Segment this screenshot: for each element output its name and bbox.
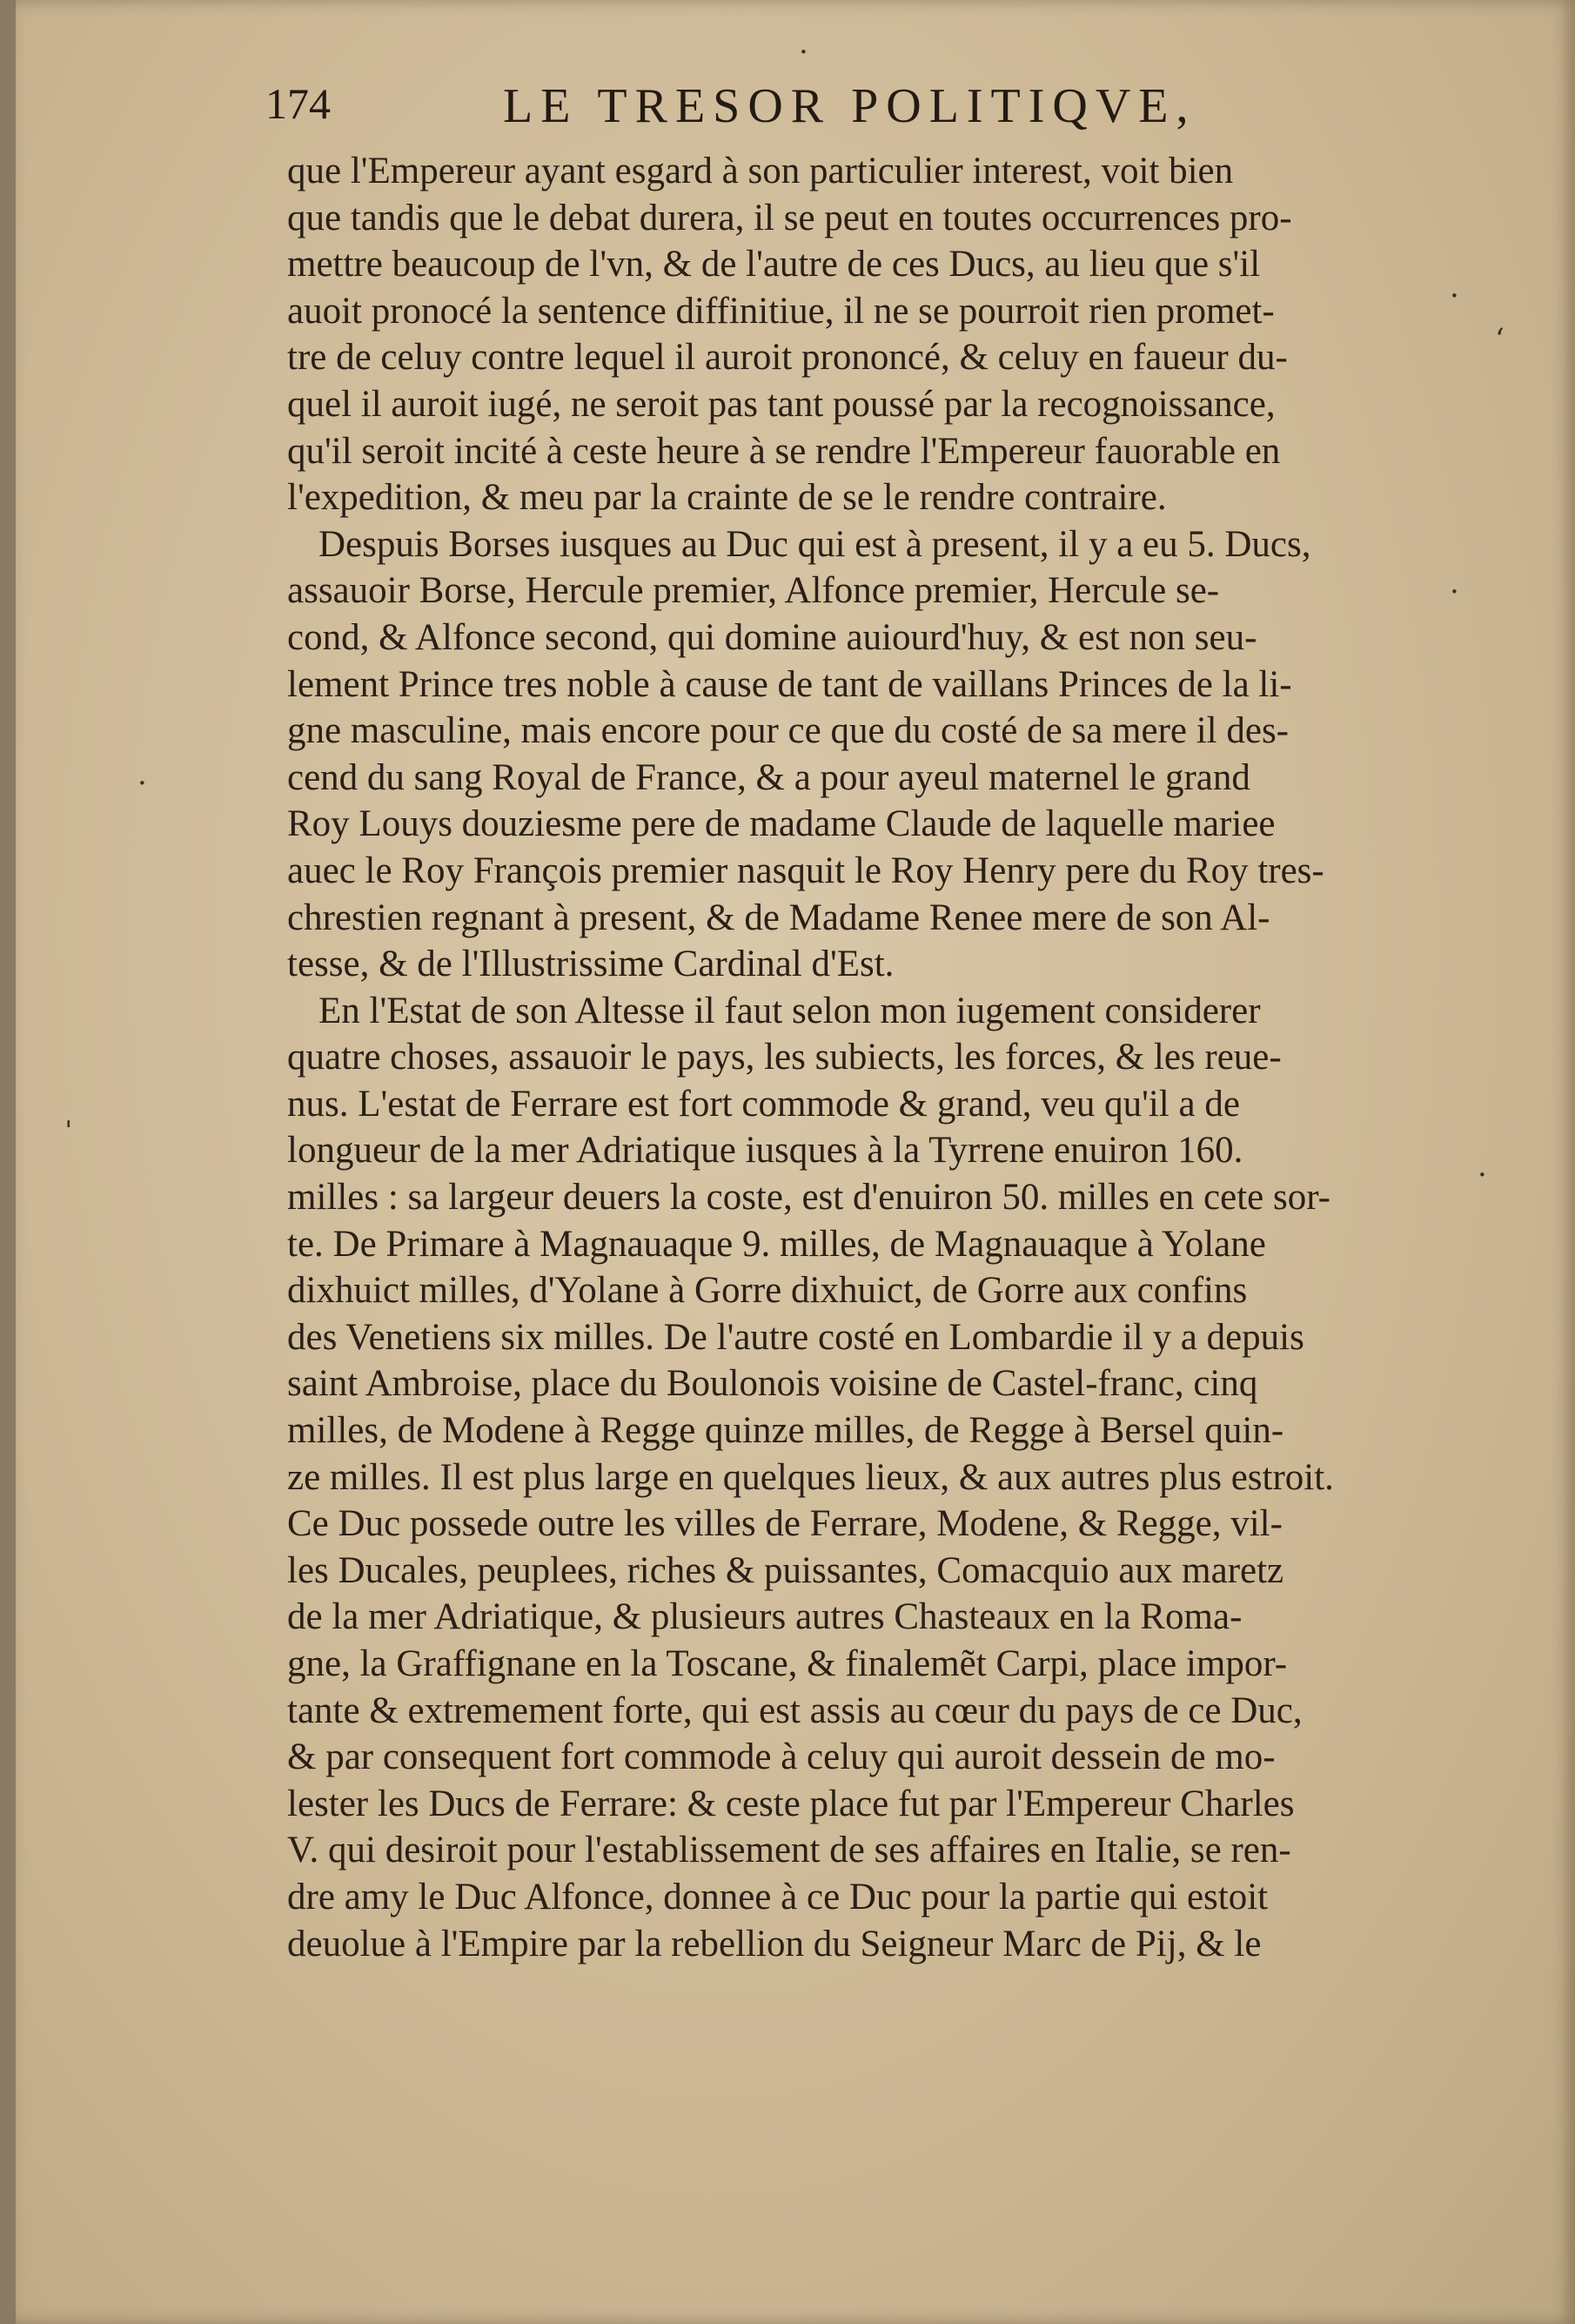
text-line: chrestien regnant à present, & de Madame Renee mere de son Al- xyxy=(287,897,1270,938)
text-line: gne masculine, mais encore pour ce que du costé de sa mere il des- xyxy=(287,710,1290,752)
speck-mark: · xyxy=(137,766,147,801)
text-line: l'expedition, & meu par la crainte de se le rendre contraire. xyxy=(287,477,1167,519)
text-line: lement Prince tres noble à cause de tant de vaillans Princes de la li- xyxy=(287,663,1292,705)
text-line: cend du sang Royal de France, & a pour ayeul maternel le grand xyxy=(287,756,1250,798)
speck-mark: · xyxy=(1450,279,1459,313)
text-line: tre de celuy contre lequel il auroit prononcé, & celuy en faueur du- xyxy=(287,337,1288,379)
text-line: qu'il seroit incité à ceste heure à se rendre l'Empereur fauorable en xyxy=(287,430,1281,472)
text-line: milles, de Modene à Regge quinze milles, de Regge à Bersel quin- xyxy=(287,1410,1284,1452)
text-line: cond, & Alfonce second, qui domine auiourd'huy, & est non seu- xyxy=(287,616,1257,658)
text-line: mettre beaucoup de l'vn, & de l'autre de ces Ducs, au lieu que s'il xyxy=(287,244,1261,285)
text-line: tante & extremement forte, qui est assis au cœur du pays de ce Duc, xyxy=(287,1689,1303,1731)
text-line: tesse, & de l'Illustrissime Cardinal d'Est. xyxy=(287,944,895,985)
text-line: Roy Louys douziesme pere de madame Claude de laquelle mariee xyxy=(287,803,1276,845)
text-line: dixhuict milles, d'Yolane à Gorre dixhuict, de Gorre aux confins xyxy=(287,1270,1248,1312)
text-line: gne, la Graffignane en la Toscane, & finalemẽt Carpi, place impor- xyxy=(287,1643,1288,1684)
text-line: En l'Estat de son Altesse il faut selon mon iugement considerer xyxy=(318,990,1261,1031)
text-line: assauoir Borse, Hercule premier, Alfonce premier, Hercule se- xyxy=(287,570,1220,612)
text-line: Ce Duc possede outre les villes de Ferrare, Modene, & Regge, vil- xyxy=(287,1503,1283,1545)
speck-mark: ‘ xyxy=(1495,322,1505,357)
text-line: saint Ambroise, place du Boulonois voisine de Castel-franc, cinq xyxy=(287,1363,1258,1405)
text-line: lester les Ducs de Ferrare: & ceste place fut par l'Empereur Charles xyxy=(287,1783,1295,1824)
text-line: deuolue à l'Empire par la rebellion du Seigneur Marc de Pij, & le xyxy=(287,1923,1262,1965)
text-line: quatre choses, assauoir le pays, les subiects, les forces, & les reue- xyxy=(287,1037,1282,1078)
text-line: les Ducales, peuplees, riches & puissantes, Comacquio aux maretz xyxy=(287,1549,1284,1591)
text-line: milles : sa largeur deuers la coste, est d'enuiron 50. milles en cete sor- xyxy=(287,1177,1330,1219)
text-line: que l'Empereur ayant esgard à son particulier interest, voit bien xyxy=(287,151,1234,191)
page-number: 174 xyxy=(265,79,331,128)
text-line: dre amy le Duc Alfonce, donnee à ce Duc pour la partie qui estoit xyxy=(287,1876,1269,1918)
running-head: LE TRESOR POLITIQVE, xyxy=(503,79,1196,133)
text-line: nus. L'estat de Ferrare est fort commode & grand, veu qu'il a de xyxy=(287,1083,1240,1125)
text-line: te. De Primare à Magnauaque 9. milles, de Magnauaque à Yolane xyxy=(287,1223,1266,1265)
text-line: ze milles. Il est plus large en quelques lieux, & aux autres plus estroit. xyxy=(287,1456,1334,1498)
speck-mark: ˌ xyxy=(64,1097,73,1132)
book-page xyxy=(16,0,1575,2324)
text-line: auoit pronocé la sentence diffinitiue, il ne se pourroit rien promet- xyxy=(287,290,1275,332)
speck-mark: · xyxy=(1478,1158,1487,1192)
page-header xyxy=(16,70,1575,148)
text-line: longueur de la mer Adriatique iusques à la Tyrrene enuiron 160. xyxy=(287,1130,1243,1172)
body-text xyxy=(287,148,1451,1967)
text-line: que tandis que le debat durera, il se peut en toutes occurrences pro- xyxy=(287,197,1292,238)
text-line: Despuis Borses iusques au Duc qui est à present, il y a eu 5. Ducs, xyxy=(318,523,1311,565)
speck-mark: · xyxy=(1450,574,1459,609)
text-line: quel il auroit iugé, ne seroit pas tant poussé par la recognoissance, xyxy=(287,383,1276,425)
speck-mark: · xyxy=(799,35,808,70)
text-line: des Venetiens six milles. De l'autre costé en Lombardie il y a depuis xyxy=(287,1316,1304,1358)
text-line: auec le Roy François premier nasquit le Roy Henry pere du Roy tres- xyxy=(287,850,1324,891)
text-line: de la mer Adriatique, & plusieurs autres Chasteaux en la Roma- xyxy=(287,1596,1243,1638)
text-line: & par consequent fort commode à celuy qui auroit dessein de mo- xyxy=(287,1736,1276,1778)
text-line: V. qui desiroit pour l'establissement de ses affaires en Italie, se ren- xyxy=(287,1830,1291,1871)
